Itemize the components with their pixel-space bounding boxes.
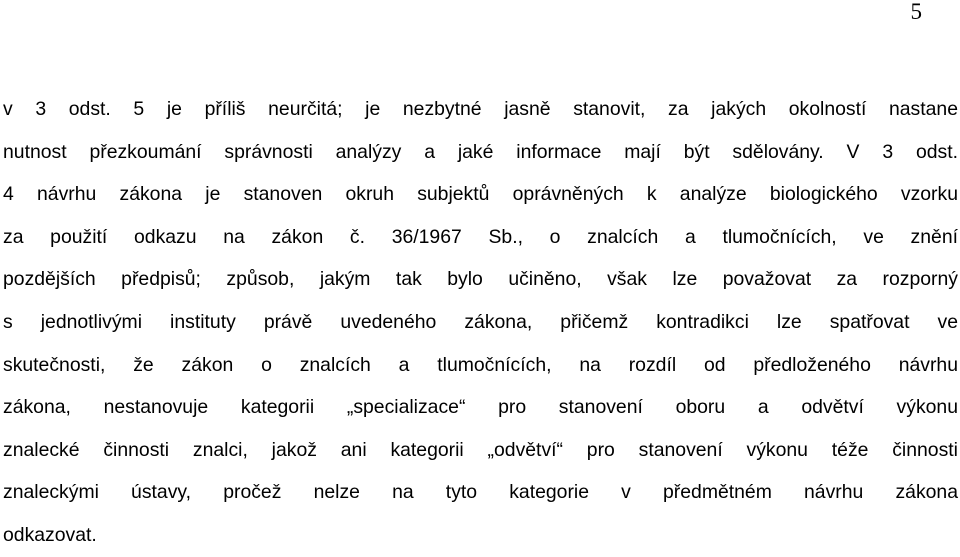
paragraph-line: pozdějších předpisů; způsob, jakým tak bylo učiněno, však lze považovat za rozporný xyxy=(3,268,958,291)
body-paragraph xyxy=(3,88,958,557)
paragraph-line: s jednotlivými instituty právě uvedeného zákona, přičemž kontradikci lze spatřovat ve xyxy=(3,310,958,333)
paragraph-line: za použití odkazu na zákon č. 36/1967 Sb., o znalcích a tlumočnících, ve znění xyxy=(3,225,958,248)
paragraph-line: zákona, nestanovuje kategorii „specializace“ pro stanovení oboru a odvětví výkonu xyxy=(3,396,958,419)
paragraph-line: nutnost přezkoumání správnosti analýzy a jaké informace mají být sdělovány. V 3 odst. xyxy=(3,140,958,163)
paragraph-line: v 3 odst. 5 je příliš neurčitá; je nezbytné jasně stanovit, za jakých okolností nastane xyxy=(3,98,958,120)
paragraph-line: odkazovat. xyxy=(3,523,97,546)
paragraph-line: 4 návrhu zákona je stanoven okruh subjektů oprávněných k analýze biologického vzorku xyxy=(3,183,958,206)
paragraph-line: znaleckými ústavy, pročež nelze na tyto kategorie v předmětném návrhu zákona xyxy=(3,481,958,504)
paragraph-line: znalecké činnosti znalci, jakož ani kategorii „odvětví“ pro stanovení výkonu téže činnosti xyxy=(3,438,958,461)
paragraph-line: skutečnosti, že zákon o znalcích a tlumočnících, na rozdíl od předloženého návrhu xyxy=(3,353,958,376)
page-number: 5 xyxy=(910,0,922,24)
